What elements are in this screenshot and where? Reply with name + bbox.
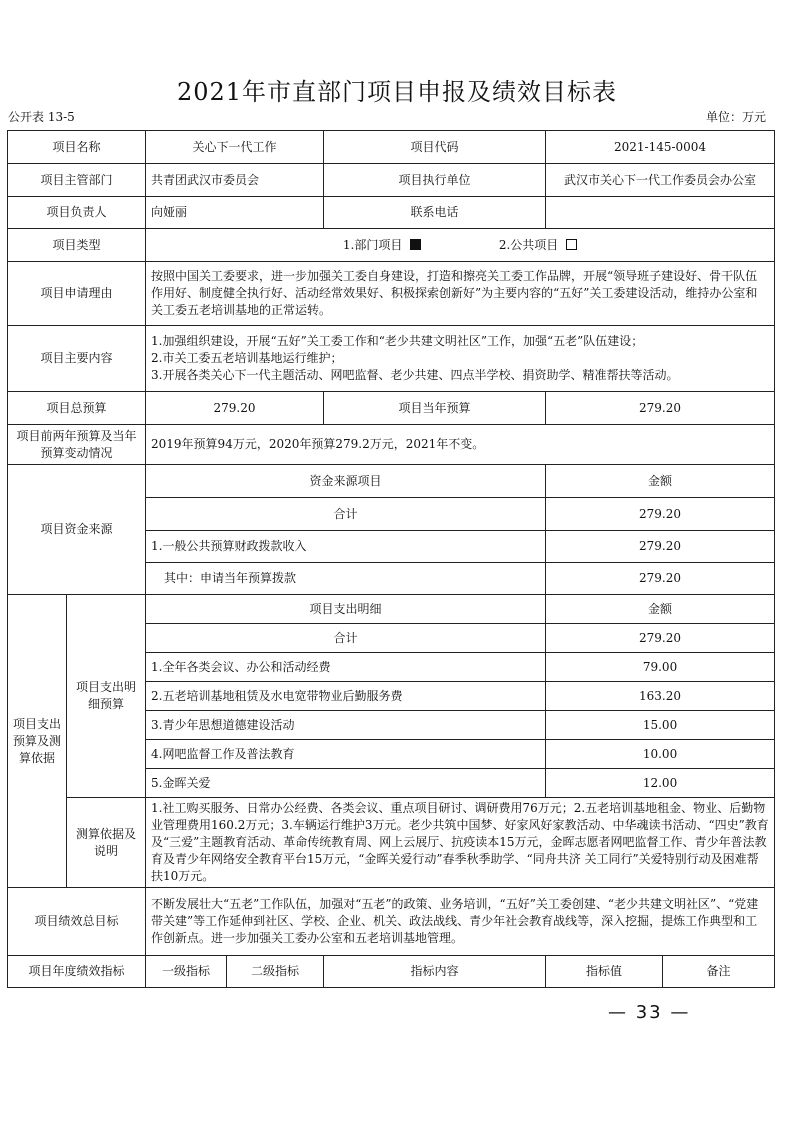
expense-outer-label: 项目支出预算及测算依据	[8, 595, 67, 888]
content-list	[146, 326, 775, 392]
expense-header-row	[8, 595, 775, 624]
expense-item-value: 12.00	[546, 769, 775, 798]
funding-header-item: 资金来源项目	[146, 465, 546, 498]
expense-total-label: 合计	[146, 624, 546, 653]
budget-change-text: 2019年预算94万元，2020年预算279.2万元，2021年不变。	[146, 425, 775, 465]
phone-label: 联系电话	[324, 197, 546, 229]
content-line: 1.加强组织建设，开展“五好”关工委工作和“老少共建文明社区”工作，加强“五老”队伍建设；	[151, 334, 644, 348]
row-budget-change	[8, 425, 775, 465]
total-budget-label: 项目总预算	[8, 392, 146, 425]
exec-unit-value: 武汉市关心下一代工作委员会办公室	[546, 164, 775, 197]
unchecked-box-icon	[566, 239, 577, 250]
col-note: 备注	[663, 956, 775, 988]
perf-goal-text: 不断发展壮大“五老”工作队伍，加强对“五老”的政策、业务培训，“五好”关工委创建、“老少共建文明社区”、“党建带关建”等工作延伸到社区、学校、企业、机关、政法战线、青少年社会教育战线等，深入挖掘，提炼工作典型和工作创新点。进一步加强关工委办公室和五老培训基地管理。	[146, 888, 775, 956]
col-level1: 一级指标	[146, 956, 227, 988]
funding-header-amount: 金额	[546, 465, 775, 498]
expense-item-label: 1.全年各类会议、办公和活动经费	[146, 653, 546, 682]
page-title: 2021年市直部门项目申报及绩效目标表	[176, 78, 618, 106]
dept-value: 共青团武汉市委员会	[146, 164, 324, 197]
row-content	[8, 326, 775, 392]
reason-text: 按照中国关工委要求，进一步加强关工委自身建设，打造和擦亮关工委工作品牌，开展“领导班子建设好、骨干队伍作用好、制度健全执行好、活动经常效果好、积极探索创新好”为主要内容的“五好”关工委建设活动，维持办公室和关工委五老培训基地的正常运转。	[146, 262, 775, 326]
budget-change-label: 项目前两年预算及当年预算变动情况	[8, 425, 146, 465]
expense-item-value: 10.00	[546, 740, 775, 769]
owner-label: 项目负责人	[8, 197, 146, 229]
funding-r2-label: 其中：申请当年预算拨款	[146, 563, 546, 595]
project-table	[7, 130, 775, 988]
expense-item-value: 79.00	[546, 653, 775, 682]
indicator-label: 项目年度绩效指标	[8, 956, 146, 988]
type-options	[146, 229, 775, 262]
form-number: 公开表 13-5	[8, 110, 75, 124]
row-owner	[8, 197, 775, 229]
project-name-value: 关心下一代工作	[146, 131, 324, 164]
col-value: 指标值	[546, 956, 663, 988]
owner-value: 向娅丽	[146, 197, 324, 229]
expense-header-item: 项目支出明细	[146, 595, 546, 624]
type-option-dept: 1.部门项目	[342, 237, 403, 252]
expense-detail-label: 项目支出明细预算	[67, 595, 146, 798]
year-budget-label: 项目当年预算	[324, 392, 546, 425]
col-level2: 二级指标	[227, 956, 324, 988]
basis-text: 1.社工购买服务、日常办公经费、各类会议、重点项目研讨、调研费用76万元；2.五老培训基地租金、物业、后勤物业管理费用160.2万元；3.车辆运行维护3万元。老少共筑中国梦、好家风好家教活动、中华魂读书活动、“四史”教育及“三爱”主题教育活动、革命传统教育周、网上云展厅、抗疫读本15万元，金晖志愿者网吧监督工作、青少年普法教育及青少年网络安全教育平台15万元，“金晖关爱行动”春季秋季助学、“同舟共济 关工同行”关爱特别行动及困难帮扶10万元。	[146, 798, 775, 888]
content-line: 2.市关工委五老培训基地运行维护；	[151, 351, 343, 365]
row-department	[8, 164, 775, 197]
row-project-name	[8, 131, 775, 164]
perf-goal-row	[8, 888, 775, 956]
expense-total-value: 279.20	[546, 624, 775, 653]
expense-item-value: 163.20	[546, 682, 775, 711]
funding-r2-value: 279.20	[546, 563, 775, 595]
project-name-label: 项目名称	[8, 131, 146, 164]
phone-value	[546, 197, 775, 229]
funding-total-value: 279.20	[546, 498, 775, 531]
project-code-value: 2021-145-0004	[546, 131, 775, 164]
checked-box-icon	[410, 239, 421, 250]
row-reason	[8, 262, 775, 326]
content-label: 项目主要内容	[8, 326, 146, 392]
unit-label: 单位：万元	[705, 110, 766, 124]
dept-label: 项目主管部门	[8, 164, 146, 197]
exec-unit-label: 项目执行单位	[324, 164, 546, 197]
year-budget-value: 279.20	[546, 392, 775, 425]
expense-header-amount: 金额	[546, 595, 775, 624]
project-code-label: 项目代码	[324, 131, 546, 164]
perf-goal-label: 项目绩效总目标	[8, 888, 146, 956]
expense-item-label: 2.五老培训基地租赁及水电宽带物业后勤服务费	[146, 682, 546, 711]
row-total-budget	[8, 392, 775, 425]
expense-item-label: 4.网吧监督工作及普法教育	[146, 740, 546, 769]
funding-label: 项目资金来源	[8, 465, 146, 595]
funding-r1-value: 279.20	[546, 531, 775, 563]
funding-header-row	[8, 465, 775, 498]
funding-total-label: 合计	[146, 498, 546, 531]
type-option-public: 2.公共项目	[498, 237, 559, 252]
col-content: 指标内容	[324, 956, 546, 988]
funding-r1-label: 1.一般公共预算财政拨款收入	[146, 531, 546, 563]
expense-item-value: 15.00	[546, 711, 775, 740]
total-budget-value: 279.20	[146, 392, 324, 425]
reason-label: 项目申请理由	[8, 262, 146, 326]
indicator-header-row	[8, 956, 775, 988]
expense-item-label: 3.青少年思想道德建设活动	[146, 711, 546, 740]
basis-row	[8, 798, 775, 888]
content-line: 3.开展各类关心下一代主题活动、网吧监督、老少共建、四点半学校、捐资助学、精准帮扶等活动。	[151, 368, 679, 382]
type-label: 项目类型	[8, 229, 146, 262]
basis-label: 测算依据及说明	[67, 798, 146, 888]
expense-item-label: 5.金晖关爱	[146, 769, 546, 798]
row-project-type	[8, 229, 775, 262]
page-number: — 33 —	[608, 1002, 691, 1023]
